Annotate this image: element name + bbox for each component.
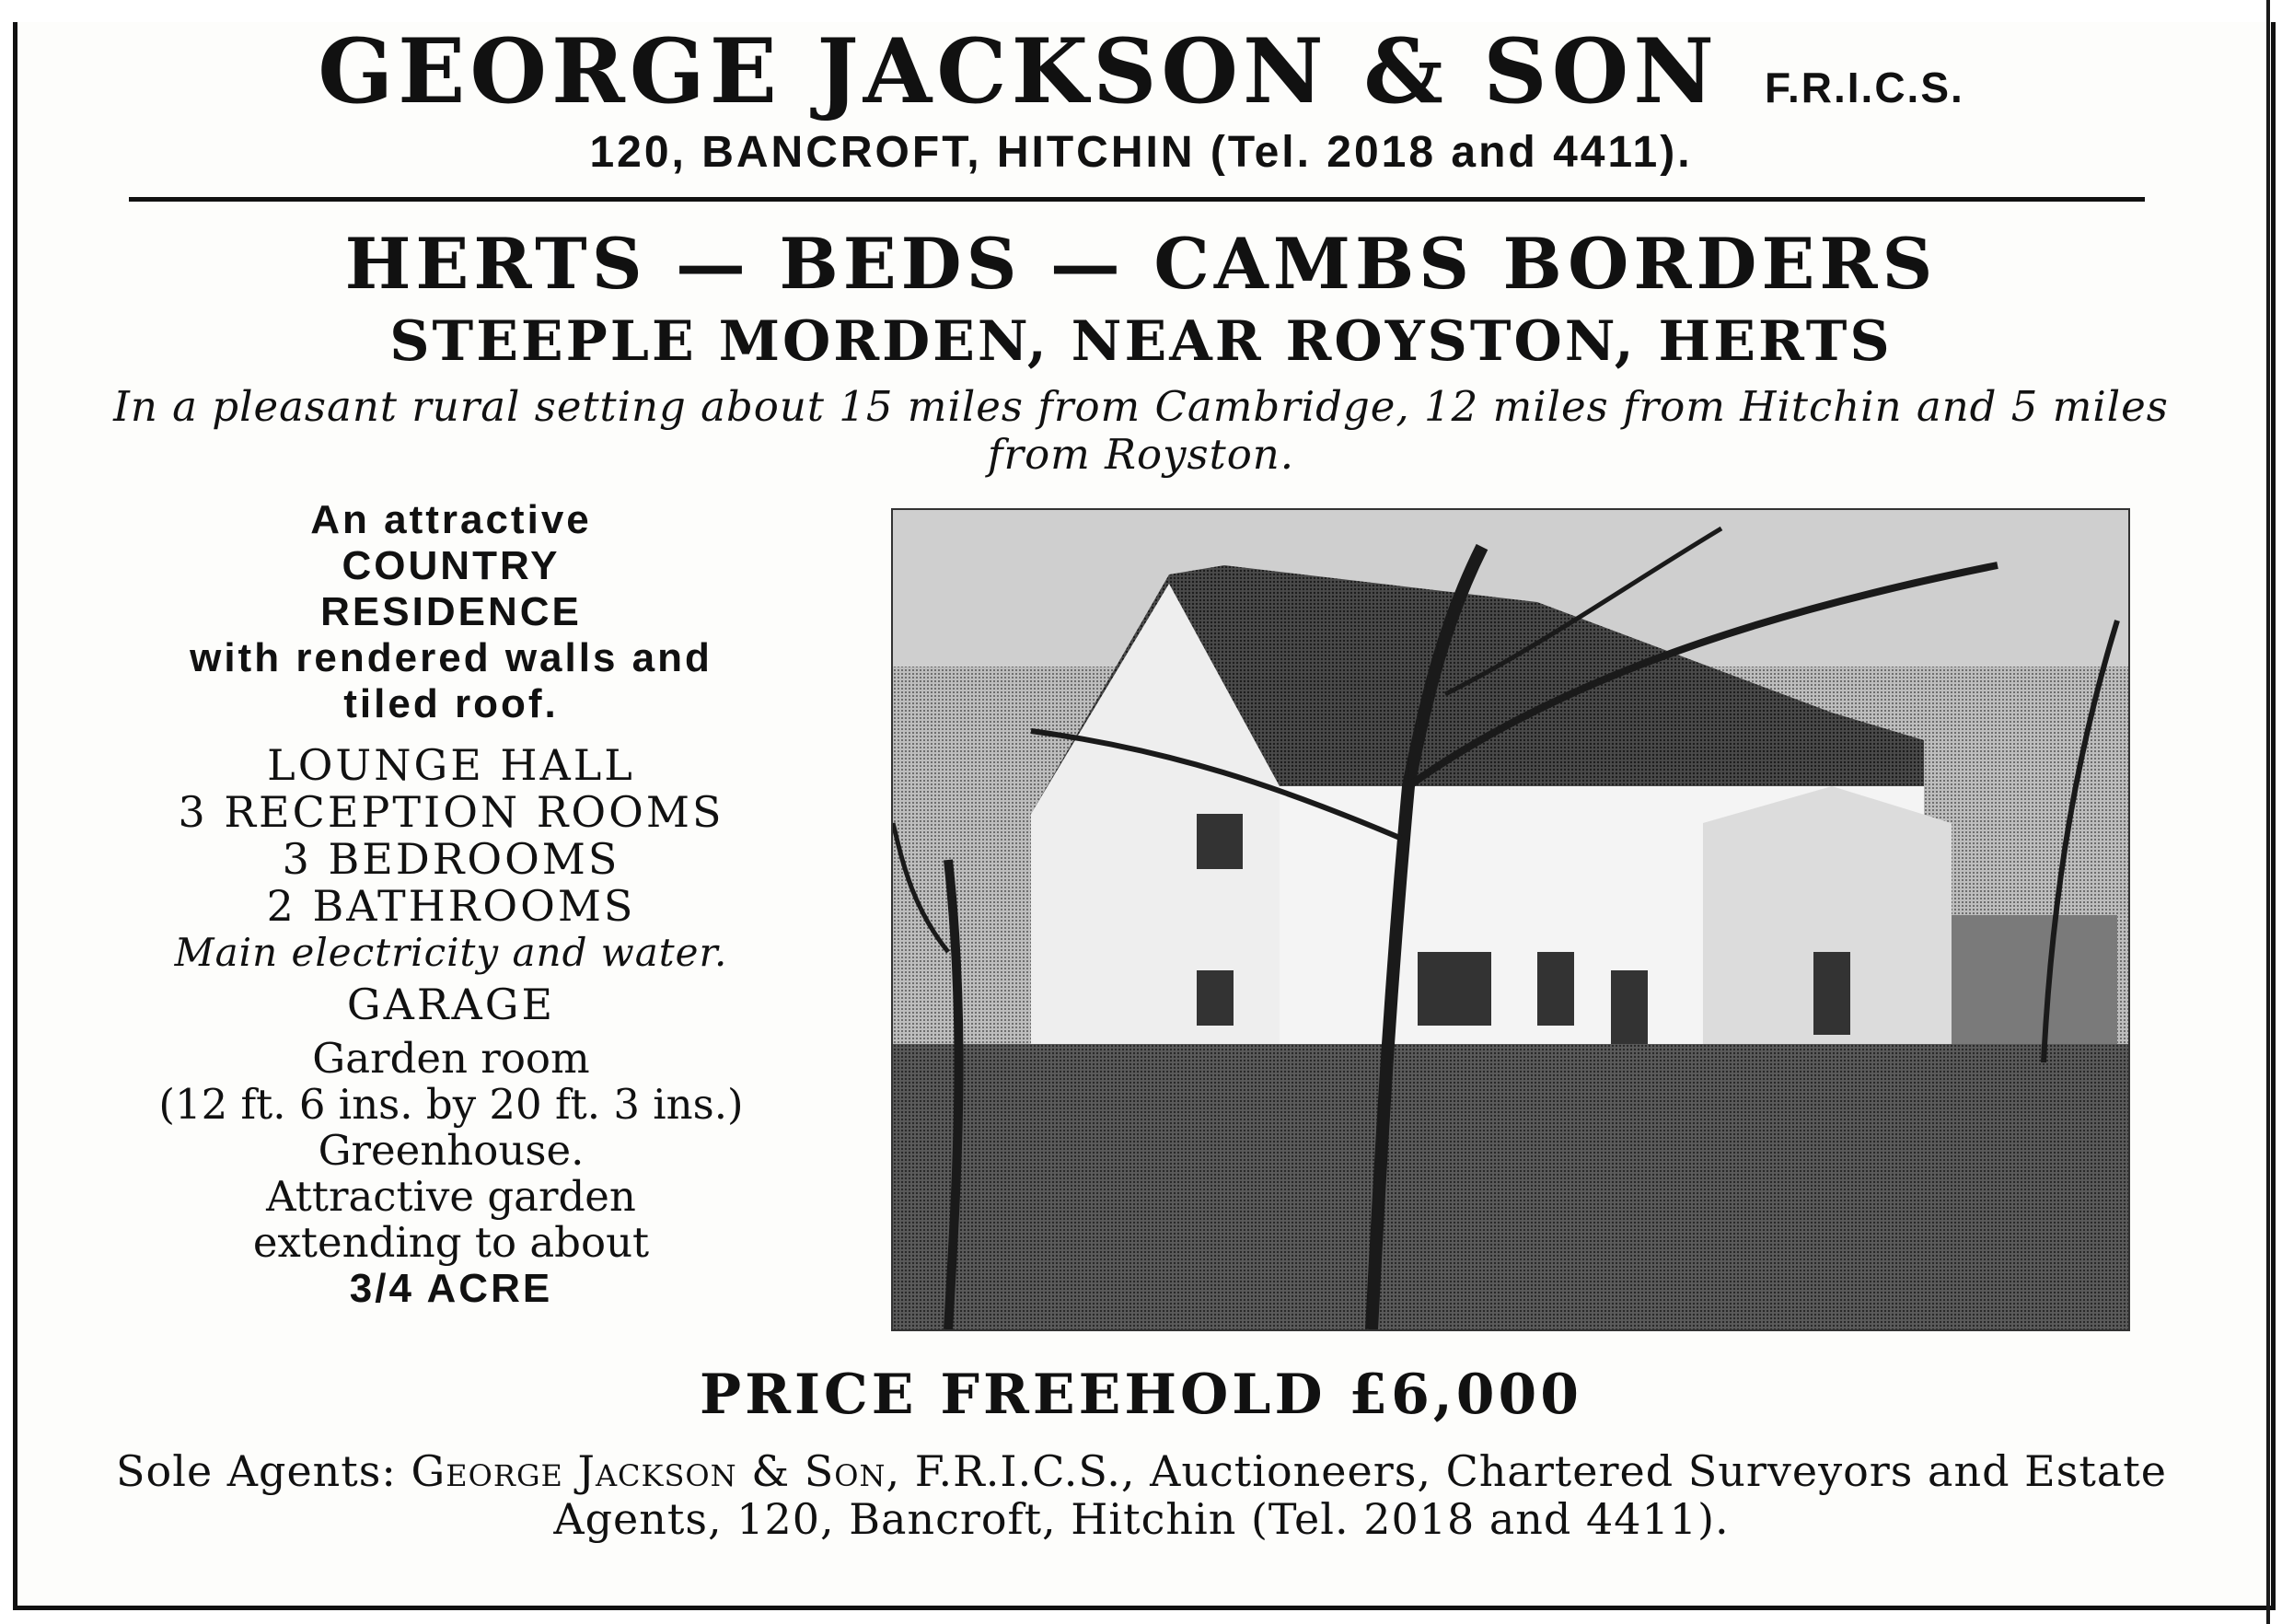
- room-item: 2 BATHROOMS: [266, 881, 636, 931]
- garden-line: Attractive garden: [266, 1172, 636, 1221]
- sole-agents-footer: [101, 1447, 2182, 1543]
- property-photo: [891, 508, 2130, 1331]
- room-item: 3 RECEPTION ROOMS: [178, 787, 724, 837]
- agents-prefix: Sole Agents:: [116, 1446, 397, 1496]
- area-unit: ACRE: [426, 1266, 553, 1311]
- room-item: 3 BEDROOMS: [282, 834, 620, 884]
- garage-line: GARAGE: [346, 980, 556, 1029]
- garden-line: extending to about: [252, 1218, 650, 1267]
- setting-description: In a pleasant rural setting about 15 miles from Cambridge, 12 miles from Hitchin and 5 miles from Royston.: [113, 382, 2169, 479]
- intro-line: An attractive: [310, 497, 592, 542]
- rooms-list: [110, 742, 792, 930]
- property-description: [110, 497, 792, 1312]
- area-fraction: 3/4: [349, 1266, 414, 1311]
- room-item: LOUNGE HALL: [267, 740, 635, 790]
- price-heading: PRICE FREEHOLD £6,000: [699, 1363, 1583, 1427]
- agents-qualifications: F.R.I.C.S.,: [914, 1446, 1136, 1496]
- firm-name-heading: [0, 19, 2282, 123]
- firm-name: GEORGE JACKSON & SON: [318, 19, 1719, 123]
- region-heading: HERTS — BEDS — CAMBS BORDERS: [344, 223, 1938, 305]
- intro-line: COUNTRY: [342, 543, 561, 588]
- intro-line: RESIDENCE: [320, 589, 582, 634]
- intro-line: with rendered walls and: [190, 635, 712, 680]
- garden-room-line: Garden room: [312, 1034, 590, 1083]
- intro-line: tiled roof.: [343, 681, 559, 726]
- firm-address: 120, BANCROFT, HITCHIN (Tel. 2018 and 4411).: [589, 128, 1693, 177]
- area-line: [110, 1266, 792, 1312]
- greenhouse-line: Greenhouse.: [318, 1126, 585, 1175]
- garden-room-size: (12 ft. 6 ins. by 20 ft. 3 ins.): [158, 1080, 744, 1129]
- location-heading: STEEPLE MORDEN, NEAR ROYSTON, HERTS: [389, 309, 1893, 374]
- agents-details: Auctioneers, Chartered Surveyors and Estate Agents, 120, Bancroft, Hitchin (Tel. 2018 and 4411).: [553, 1446, 2167, 1544]
- services-line: Main electricity and water.: [174, 930, 728, 975]
- firm-qualifications: F.R.I.C.S.: [1765, 64, 1964, 111]
- agents-name: George Jackson & Son,: [411, 1446, 901, 1496]
- header-divider: [129, 197, 2145, 202]
